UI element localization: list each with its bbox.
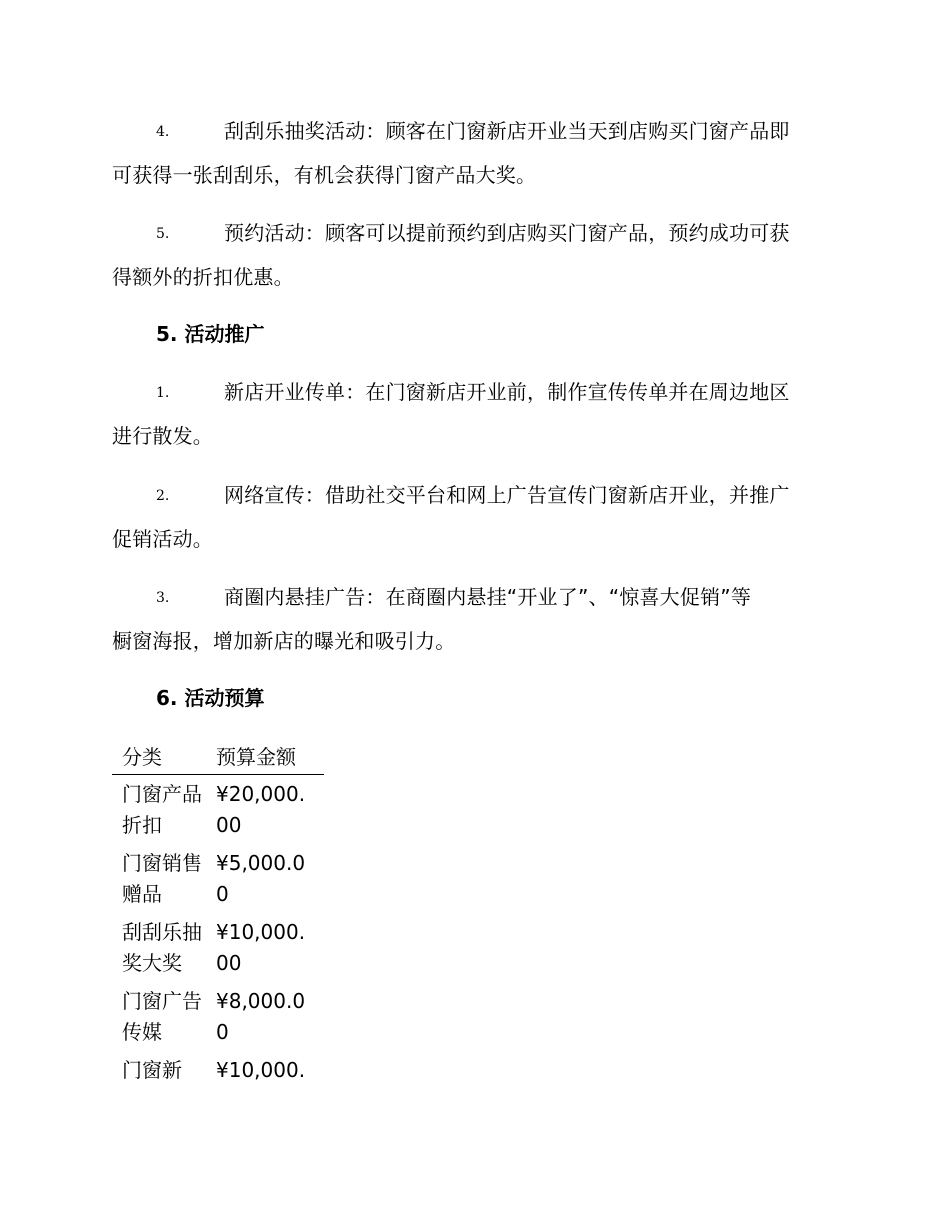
- list-number: 4.: [156, 124, 170, 140]
- list-text-line1: 新店开业传单：在门窗新店开业前，制作宣传传单并在周边地区: [224, 380, 790, 404]
- list-item: [112, 219, 832, 307]
- section-heading-budget: 6. 活动预算: [156, 686, 265, 710]
- table-row: [112, 775, 324, 841]
- list-item: [112, 117, 832, 205]
- list-number: 5.: [156, 226, 170, 242]
- table-cell-category: 门窗产品折扣: [122, 782, 202, 837]
- table-row: [112, 1051, 324, 1086]
- list-text-line1: 商圈内悬挂广告：在商圈内悬挂“开业了”、“惊喜大促销”等: [224, 585, 752, 609]
- list-number: 3.: [156, 590, 170, 606]
- table-header-amount: 预算金额: [216, 745, 296, 769]
- list-item: [112, 583, 832, 671]
- section-heading-promotion: 5. 活动推广: [156, 322, 265, 346]
- table-cell-amount: ¥10,000.: [216, 1058, 306, 1082]
- list-text-line2: 促销活动。: [112, 527, 213, 551]
- list-text-line2: 得额外的折扣优惠。: [112, 265, 294, 289]
- list-text-line2: 可获得一张刮刮乐，有机会获得门窗产品大奖。: [112, 163, 537, 187]
- table-header-row: [112, 740, 324, 775]
- table-cell-amount: ¥20,000.00: [216, 782, 306, 837]
- table-header-category: 分类: [122, 745, 162, 769]
- table-cell-category: 门窗广告传媒: [122, 989, 202, 1044]
- list-text-line1: 刮刮乐抽奖活动：顾客在门窗新店开业当天到店购买门窗产品即: [224, 119, 790, 143]
- table-cell-amount: ¥10,000.00: [216, 920, 306, 975]
- table-row: [112, 913, 324, 979]
- table-cell-amount: ¥5,000.00: [216, 851, 306, 906]
- list-number: 2.: [156, 488, 170, 504]
- table-cell-category: 门窗销售赠品: [122, 851, 202, 906]
- list-text-line2: 进行散发。: [112, 424, 213, 448]
- table-cell-category: 门窗新: [122, 1058, 182, 1082]
- list-item: [112, 481, 832, 569]
- table-row: [112, 982, 324, 1048]
- table-cell-amount: ¥8,000.00: [216, 989, 306, 1044]
- list-number: 1.: [156, 385, 170, 401]
- table-row: [112, 844, 324, 910]
- table-cell-category: 刮刮乐抽奖大奖: [122, 920, 202, 975]
- list-text-line1: 网络宣传：借助社交平台和网上广告宣传门窗新店开业，并推广: [224, 483, 790, 507]
- list-text-line2: 橱窗海报，增加新店的曝光和吸引力。: [112, 629, 456, 653]
- budget-table: [112, 740, 324, 1089]
- list-item: [112, 378, 832, 466]
- list-text-line1: 预约活动：顾客可以提前预约到店购买门窗产品，预约成功可获: [224, 221, 790, 245]
